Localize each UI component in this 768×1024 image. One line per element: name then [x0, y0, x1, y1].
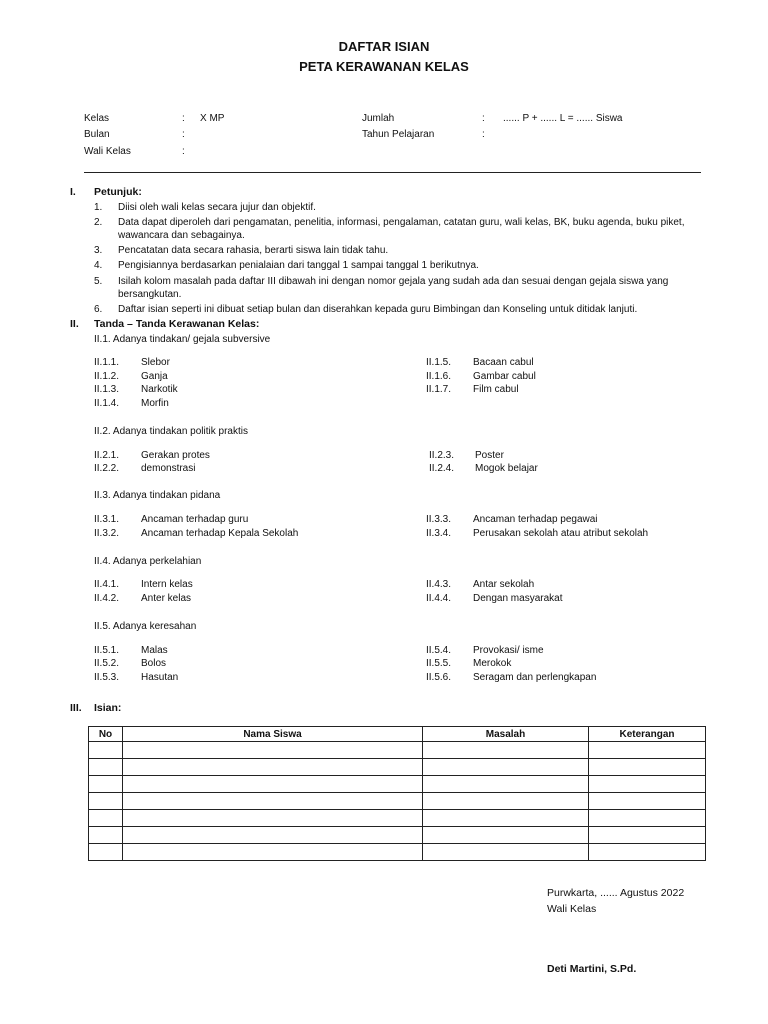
divider-line	[84, 172, 701, 173]
item-code: II.4.4.	[426, 593, 452, 604]
table-cell[interactable]	[423, 776, 589, 793]
item-text: Pengisiannya berdasarkan penialaian dari tanggal 1 sampai tanggal 1 berikutnya.	[118, 260, 479, 271]
table-row	[89, 810, 706, 827]
kelas-label: Kelas	[84, 113, 110, 124]
signature-role: Wali Kelas	[547, 903, 597, 915]
table-cell[interactable]	[423, 793, 589, 810]
item-label: Seragam dan perlengkapan	[473, 672, 597, 683]
item-code: II.2.4.	[429, 463, 455, 474]
item-label: Anter kelas	[141, 593, 192, 604]
table-cell[interactable]	[123, 827, 423, 844]
signature-name: Deti Martini, S.Pd.	[547, 963, 637, 975]
item-label: Malas	[141, 645, 168, 656]
item-code: II.4.1.	[94, 579, 120, 590]
item-label: Ganja	[141, 371, 168, 382]
item-code: II.3.1.	[94, 514, 120, 525]
item-code: II.1.2.	[94, 371, 120, 382]
column-header-nama-siswa: Nama Siswa	[123, 727, 423, 742]
table-cell[interactable]	[589, 810, 706, 827]
tahun-pelajaran-colon: :	[482, 129, 485, 140]
table-cell[interactable]	[123, 742, 423, 759]
section-title: Tanda – Tanda Kerawanan Kelas:	[94, 318, 260, 330]
subsection-heading: II.3. Adanya tindakan pidana	[94, 490, 221, 501]
item-number: 1.	[94, 202, 103, 213]
item-code: II.1.7.	[426, 384, 452, 395]
kelas-value: X MP	[200, 113, 225, 124]
kelas-colon: :	[182, 113, 185, 124]
section-title: Petunjuk:	[94, 186, 142, 198]
signature-place-date: Purwkarta, ...... Agustus 2022	[547, 887, 685, 899]
item-code: II.5.2.	[94, 658, 120, 669]
item-label: Gerakan protes	[141, 450, 210, 461]
subsection-heading: II.4. Adanya perkelahian	[94, 556, 202, 567]
item-label: Mogok belajar	[475, 463, 538, 474]
section-number: II.	[70, 318, 79, 330]
item-text: Isilah kolom masalah pada daftar III dibawah ini dengan nomor gejala yang sudah ada dan sesuai dengan gejala siswa yang bersangkutan.	[118, 276, 669, 300]
table-cell[interactable]	[123, 793, 423, 810]
table-row	[89, 776, 706, 793]
item-code: II.1.3.	[94, 384, 120, 395]
table-row	[89, 759, 706, 776]
item-label: Intern kelas	[141, 579, 193, 590]
item-label: Slebor	[141, 357, 170, 368]
item-text: Data dapat diperoleh dari pengamatan, penelitia, informasi, pengalaman, catatan guru, wali kelas, BK, buku agenda, buku piket, wawancara dan sebagainya.	[118, 217, 685, 241]
item-label: Poster	[475, 450, 504, 461]
item-label: Narkotik	[141, 384, 178, 395]
item-code: II.3.2.	[94, 528, 120, 539]
subsection-heading: II.1. Adanya tindakan/ gejala subversive	[94, 334, 271, 345]
item-code: II.2.1.	[94, 450, 120, 461]
item-label: Ancaman terhadap Kepala Sekolah	[141, 528, 299, 539]
subsection-heading: II.5. Adanya keresahan	[94, 621, 197, 632]
item-code: II.1.6.	[426, 371, 452, 382]
item-code: II.4.3.	[426, 579, 452, 590]
table-cell[interactable]	[123, 844, 423, 861]
table-cell[interactable]	[89, 810, 123, 827]
item-code: II.4.2.	[94, 593, 120, 604]
document-subtitle: PETA KERAWANAN KELAS	[299, 59, 469, 74]
table-cell[interactable]	[123, 810, 423, 827]
jumlah-label: Jumlah	[362, 113, 395, 124]
jumlah-colon: :	[482, 113, 485, 124]
item-label: Dengan masyarakat	[473, 593, 563, 604]
table-cell[interactable]	[589, 793, 706, 810]
item-code: II.1.5.	[426, 357, 452, 368]
item-code: II.5.5.	[426, 658, 452, 669]
item-code: II.2.2.	[94, 463, 120, 474]
jumlah-value: ...... P + ...... L = ...... Siswa	[503, 113, 623, 124]
table-row	[89, 742, 706, 759]
item-text: Daftar isian seperti ini dibuat setiap bulan dan diserahkan kepada guru Bimbingan dan Konseling untuk ditidak lanjuti.	[118, 304, 638, 315]
item-code: II.3.4.	[426, 528, 452, 539]
tahun-pelajaran-label: Tahun Pelajaran	[362, 129, 435, 140]
bulan-label: Bulan	[84, 129, 110, 140]
table-cell[interactable]	[89, 776, 123, 793]
bulan-colon: :	[182, 129, 185, 140]
table-cell[interactable]	[589, 827, 706, 844]
table-cell[interactable]	[589, 742, 706, 759]
item-label: Morfin	[141, 398, 169, 409]
table-cell[interactable]	[423, 844, 589, 861]
table-cell[interactable]	[589, 844, 706, 861]
item-label: Provokasi/ isme	[473, 645, 544, 656]
section-number: I.	[70, 186, 76, 198]
item-text: Diisi oleh wali kelas secara jujur dan objektif.	[118, 202, 316, 213]
item-label: Ancaman terhadap guru	[141, 514, 249, 525]
item-label: Ancaman terhadap pegawai	[473, 514, 598, 525]
table-cell[interactable]	[423, 742, 589, 759]
item-code: II.5.1.	[94, 645, 120, 656]
table-cell[interactable]	[423, 759, 589, 776]
isian-table	[88, 726, 706, 861]
table-cell[interactable]	[423, 827, 589, 844]
item-number: 4.	[94, 260, 103, 271]
column-header-keterangan: Keterangan	[589, 727, 706, 742]
table-cell[interactable]	[589, 759, 706, 776]
column-header-masalah: Masalah	[423, 727, 589, 742]
item-text: Pencatatan data secara rahasia, berarti siswa lain tidak tahu.	[118, 245, 389, 256]
item-number: 6.	[94, 304, 103, 315]
item-code: II.5.6.	[426, 672, 452, 683]
item-code: II.5.4.	[426, 645, 452, 656]
item-label: Hasutan	[141, 672, 179, 683]
document-title: DAFTAR ISIAN	[338, 39, 430, 54]
section-number: III.	[70, 702, 82, 714]
item-number: 5.	[94, 276, 103, 287]
table-row	[89, 827, 706, 844]
table-cell[interactable]	[89, 759, 123, 776]
table-cell[interactable]	[89, 793, 123, 810]
table-cell[interactable]	[123, 759, 423, 776]
table-cell[interactable]	[89, 827, 123, 844]
table-cell[interactable]	[89, 844, 123, 861]
item-label: demonstrasi	[141, 463, 196, 474]
wali-kelas-label: Wali Kelas	[84, 146, 131, 157]
item-label: Gambar cabul	[473, 371, 536, 382]
table-cell[interactable]	[123, 776, 423, 793]
item-code: II.2.3.	[429, 450, 455, 461]
table-row	[89, 844, 706, 861]
table-row	[89, 793, 706, 810]
column-header-no: No	[89, 727, 123, 742]
section-title: Isian:	[94, 702, 122, 714]
table-cell[interactable]	[423, 810, 589, 827]
item-code: II.1.4.	[94, 398, 120, 409]
item-code: II.5.3.	[94, 672, 120, 683]
item-number: 2.	[94, 217, 103, 228]
table-cell[interactable]	[589, 776, 706, 793]
item-number: 3.	[94, 245, 103, 256]
item-label: Antar sekolah	[473, 579, 535, 590]
wali-kelas-colon: :	[182, 146, 185, 157]
table-cell[interactable]	[89, 742, 123, 759]
table-header-row	[89, 727, 706, 742]
item-code: II.1.1.	[94, 357, 120, 368]
item-label: Perusakan sekolah atau atribut sekolah	[473, 528, 649, 539]
item-code: II.3.3.	[426, 514, 452, 525]
item-label: Bacaan cabul	[473, 357, 534, 368]
item-label: Merokok	[473, 658, 512, 669]
item-label: Film cabul	[473, 384, 519, 395]
item-label: Bolos	[141, 658, 167, 669]
subsection-heading: II.2. Adanya tindakan politik praktis	[94, 426, 248, 437]
